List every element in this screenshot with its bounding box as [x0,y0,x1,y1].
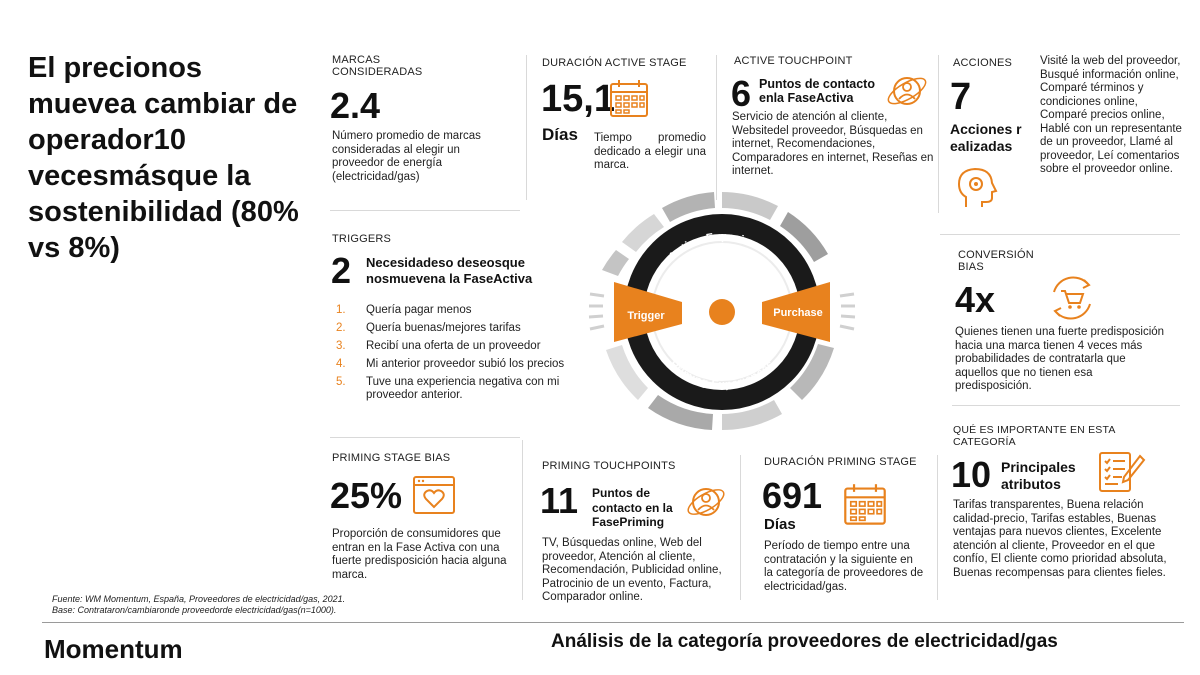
base-line: Base: Contrataron/cambiaronde proveedorde electricidad/gas(n=1000). [52,605,337,615]
touch-user-icon [884,68,930,114]
priming-touchpoints-label: PRIMING TOUCHPOINTS [542,460,676,472]
importante-title: Principales atributos [1001,459,1076,492]
duracion-priming-value: 691 [762,475,823,516]
priming-bias-desc: Proporción de consumidores que entran en la Fase Activa con una fuerte predisposición hacia alguna marca. [332,528,507,581]
priming-experiences-text: Priming Experiences [667,358,777,392]
center-dot [709,299,735,325]
acciones-value: 7 [950,76,972,118]
list-item: 4. Mi anterior proveedor subió los precios [336,358,565,370]
list-item: 1. Quería pagar menos [336,304,472,316]
importante-desc: Tarifas transparentes, Buena relación calidad-precio, Tarifas estables, Buenas ventajas para nuevos clientes, Excelente atención al cliente, Proveedor en el que confío, El cliente como prioridad absoluta, Buenas recompensas para clientes fieles. [953,499,1167,579]
divider [330,437,520,438]
duracion-active-label: DURACIÓN ACTIVE STAGE [542,57,687,69]
conversion-desc: Quienes tienen una fuerte predisposición hacia una marca tienen 4 veces más probabilidades de contratarla que aquellos que no tienen esa predisposición. [955,326,1165,392]
priming-touchpoints-title: Puntos de contacto en la FasePriming [592,486,673,529]
footer-rule [42,622,1184,623]
cart-cycle-icon [1044,270,1100,326]
conversion-label: CONVERSIÓN BIAS [958,249,1034,273]
duracion-priming-unit: Días [764,516,796,533]
divider [938,55,939,213]
triggers-label: TRIGGERS [332,233,392,245]
list-item: 3. Recibí una oferta de un proveedor [336,340,541,352]
divider [937,455,938,600]
divider [330,210,520,211]
marcas-label: MARCAS CONSIDERADAS [332,54,423,78]
head-gear-icon [954,165,1000,211]
calendar-icon [608,78,650,120]
brand-logo: Momentum [44,634,183,664]
priming-touchpoints-desc: TV, Búsquedas online, Web del proveedor, Atención al cliente, Recomendación, Publicidad online, Patrocinio de un evento, Factura, Comparador online. [542,537,722,603]
footer-title: Análisis de la categoría proveedores de electricidad/gas [551,631,1058,652]
active-touchpoint-title: Puntos de contacto enla FaseActiva [759,77,875,105]
duracion-active-desc: Tiempo promedio dedicado a elegir una marca. [594,132,706,171]
triggers-title: Necesidadeso deseosque nosmuevena la FaseActiva [366,255,533,286]
active-experiences-text: Active Experiences [666,230,778,264]
trigger-text: Trigger [627,310,665,322]
marcas-value: 2.4 [330,85,381,126]
active-touchpoint-desc: Servicio de atención al cliente, Websitedel proveedor, Búsquedas en internet, Recomendaciones, Comparadores en internet, Reseñas en internet. [732,111,934,177]
priming-touchpoints-value: 11 [540,480,579,521]
active-touchpoint-value: 6 [731,73,752,114]
headline: El precionos muevea cambiar de operador10 vecesmásque la sostenibilidad (80% vs 8%) [28,52,299,264]
purchase-text: Purchase [773,307,823,319]
list-item: 5. Tuve una experiencia negativa con mi proveedor anterior. [336,376,560,401]
divider [522,440,523,600]
divider [940,234,1180,235]
conversion-value: 4x [955,279,996,320]
list-item: 2. Quería buenas/mejores tarifas [336,322,521,334]
marcas-desc: Número promedio de marcas consideradas al elegir un proveedor de energía (electricidad/gas) [332,130,481,183]
triggers-value: 2 [331,250,352,291]
active-touchpoint-label: ACTIVE TOUCHPOINT [734,55,853,67]
heart-browser-icon [412,474,456,516]
duracion-priming-label: DURACIÓN PRIMING STAGE [764,456,917,468]
checklist-pencil-icon [1096,450,1146,496]
momentum-diagram [582,178,862,450]
duracion-priming-desc: Período de tiempo entre una contratación y la siguiente en la categoría de proveedores de electricidad/gas. [764,540,924,593]
divider [526,55,527,200]
acciones-label: ACCIONES [953,57,1013,69]
triggers-list [336,304,576,407]
source-line: Fuente: WM Momentum, España, Proveedores de electricidad/gas, 2021. [52,594,346,604]
importante-label: QUÉ ES IMPORTANTE EN ESTA CATEGORÍA [953,424,1115,448]
duracion-active-unit: Días [542,125,578,144]
importante-value: 10 [951,454,992,495]
priming-bias-value: 25% [330,475,403,516]
divider [952,405,1180,406]
calendar-icon [842,482,888,528]
touch-user-icon [684,480,728,526]
source-note [52,594,345,616]
duracion-active-value: 15,1 [541,78,615,120]
priming-bias-label: PRIMING STAGE BIAS [332,452,451,464]
acciones-desc: Visité la web del proveedor, Busqué información online, Comparé términos y condiciones online, Comparé precios online, Hablé con un representante de un proveedor, Llamé al proveedor, Leí comentarios sobre el proveedor online. [1040,55,1182,175]
acciones-title: Acciones realizadas [950,121,1022,154]
